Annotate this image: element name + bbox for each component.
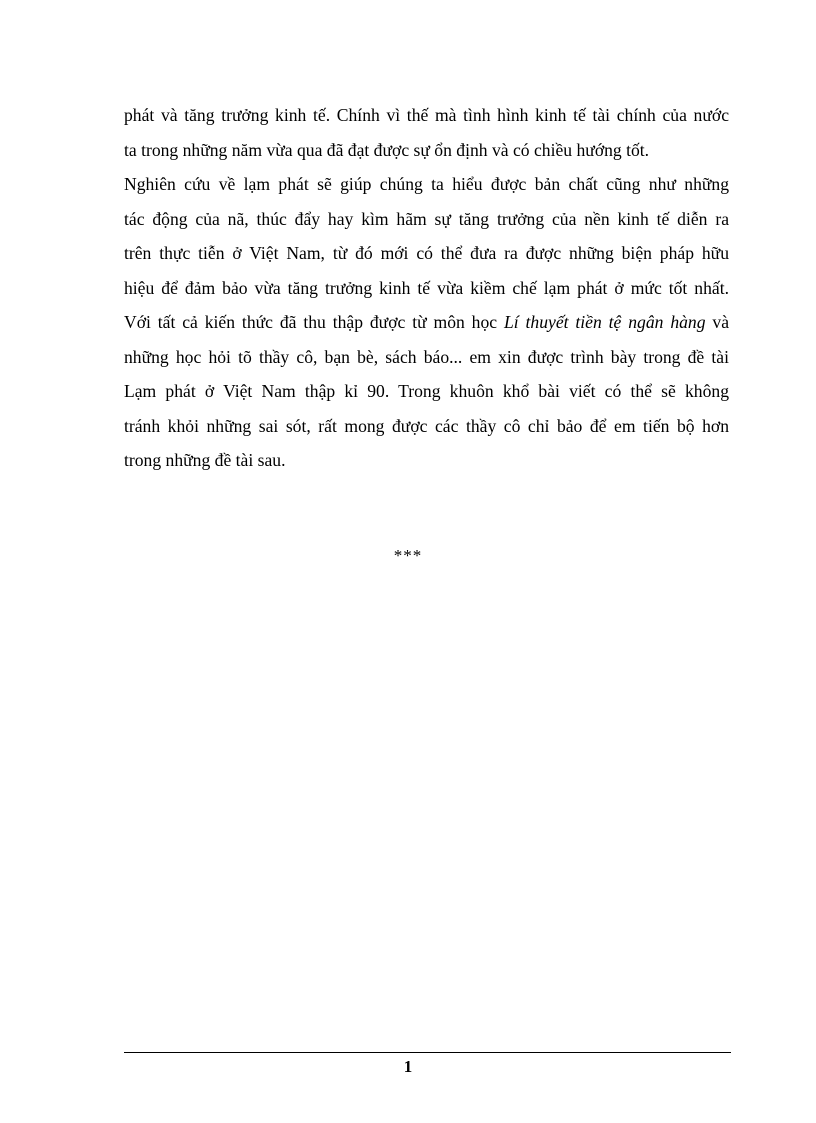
text-fragment: và bbox=[705, 312, 730, 332]
footer-divider bbox=[124, 1052, 731, 1053]
page-number: 1 bbox=[403, 1057, 413, 1076]
section-separator: *** bbox=[393, 546, 423, 565]
text-line: phát và tăng trưởng kinh tế. Chính vì thế mà tình hình kinh tế tài chính của nước bbox=[124, 105, 729, 125]
text-line: Nghiên cứu về lạm phát sẽ giúp chúng ta hiểu được bản chất cũng như những bbox=[124, 174, 729, 194]
text-line: trong những đề tài sau. bbox=[124, 450, 286, 470]
text-line: hiệu để đảm bảo vừa tăng trưởng kinh tế vừa kiềm chế lạm phát ở mức tốt nhất. bbox=[124, 277, 729, 298]
text-line: ta trong những năm vừa qua đã đạt được sự ổn định và có chiều hướng tốt. bbox=[124, 139, 650, 160]
body-text bbox=[124, 98, 729, 478]
text-line: tránh khỏi những sai sót, rất mong được các thầy cô chỉ bảo để em tiến bộ hơn bbox=[124, 415, 729, 436]
text-line bbox=[124, 305, 729, 340]
text-fragment: Với tất cả kiến thức đã thu thập được từ môn học bbox=[124, 312, 504, 332]
text-line: những học hỏi tõ thầy cô, bạn bè, sách báo... em xin được trình bày trong đề tài bbox=[124, 346, 729, 367]
course-title: Lí thuyết tiền tệ ngân hàng bbox=[503, 312, 706, 332]
text-line: trên thực tiễn ở Việt Nam, từ đó mới có thể đưa ra được những biện pháp hữu bbox=[124, 243, 729, 263]
text-line: Lạm phát ở Việt Nam thập kỉ 90. Trong khuôn khổ bài viết có thể sẽ không bbox=[124, 381, 729, 401]
text-line: tác động của nã, thúc đẩy hay kìm hãm sự tăng trưởng của nền kinh tế diễn ra bbox=[124, 208, 729, 229]
